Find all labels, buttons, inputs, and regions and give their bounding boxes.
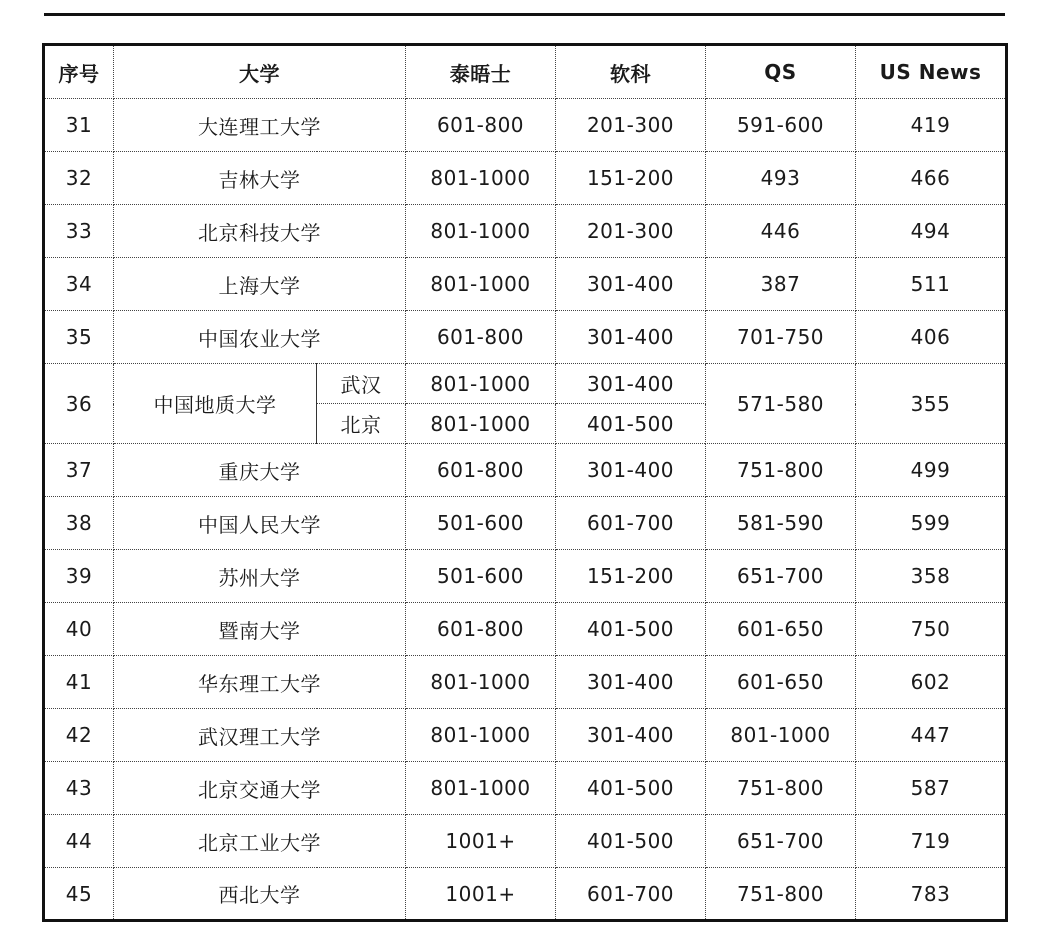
- qs-rank: 581-590: [706, 497, 856, 550]
- table-row: [44, 99, 1007, 152]
- qs-rank: 387: [706, 258, 856, 311]
- qs-rank: 601-650: [706, 603, 856, 656]
- usnews-rank: 406: [856, 311, 1007, 364]
- times-rank: 501-600: [406, 497, 556, 550]
- row-index: 38: [44, 497, 114, 550]
- times-rank: 801-1000: [406, 709, 556, 762]
- ranking-table: [42, 43, 1008, 922]
- university-name: 西北大学: [114, 868, 406, 921]
- university-name: 中国地质大学: [114, 364, 317, 444]
- usnews-rank: 358: [856, 550, 1007, 603]
- header-university: 大学: [114, 45, 406, 99]
- university-name: 苏州大学: [114, 550, 406, 603]
- usnews-rank: 587: [856, 762, 1007, 815]
- times-rank: 601-800: [406, 99, 556, 152]
- top-rule: [44, 13, 1005, 16]
- times-rank: 801-1000: [406, 762, 556, 815]
- times-rank: 1001+: [406, 815, 556, 868]
- table-row: [44, 311, 1007, 364]
- qs-rank: 601-650: [706, 656, 856, 709]
- row-index: 31: [44, 99, 114, 152]
- row-index: 45: [44, 868, 114, 921]
- qs-rank: 701-750: [706, 311, 856, 364]
- usnews-rank: 499: [856, 444, 1007, 497]
- university-name: 上海大学: [114, 258, 406, 311]
- times-rank: 801-1000: [406, 364, 556, 404]
- row-index: 33: [44, 205, 114, 258]
- row-index: 37: [44, 444, 114, 497]
- row-index: 39: [44, 550, 114, 603]
- university-name: 吉林大学: [114, 152, 406, 205]
- table-row: [44, 762, 1007, 815]
- table-row: [44, 603, 1007, 656]
- table-row: [44, 152, 1007, 205]
- university-name: 中国人民大学: [114, 497, 406, 550]
- table-row: [44, 868, 1007, 921]
- shanghai-rank: 301-400: [556, 656, 706, 709]
- shanghai-rank: 401-500: [556, 762, 706, 815]
- times-rank: 801-1000: [406, 258, 556, 311]
- row-index: 35: [44, 311, 114, 364]
- shanghai-rank: 201-300: [556, 205, 706, 258]
- usnews-rank: 783: [856, 868, 1007, 921]
- row-index: 42: [44, 709, 114, 762]
- qs-rank: 591-600: [706, 99, 856, 152]
- shanghai-rank: 401-500: [556, 603, 706, 656]
- header-index: 序号: [44, 45, 114, 99]
- times-rank: 801-1000: [406, 205, 556, 258]
- times-rank: 801-1000: [406, 404, 556, 444]
- usnews-rank: 494: [856, 205, 1007, 258]
- header-usnews: US News: [856, 45, 1007, 99]
- table-body: [44, 99, 1007, 921]
- university-name: 北京交通大学: [114, 762, 406, 815]
- shanghai-rank: 301-400: [556, 311, 706, 364]
- times-rank: 601-800: [406, 603, 556, 656]
- table-row: [44, 815, 1007, 868]
- times-rank: 601-800: [406, 311, 556, 364]
- qs-rank: 751-800: [706, 444, 856, 497]
- usnews-rank: 511: [856, 258, 1007, 311]
- usnews-rank: 355: [856, 364, 1007, 444]
- shanghai-rank: 301-400: [556, 258, 706, 311]
- university-name: 暨南大学: [114, 603, 406, 656]
- qs-rank: 493: [706, 152, 856, 205]
- usnews-rank: 466: [856, 152, 1007, 205]
- times-rank: 501-600: [406, 550, 556, 603]
- shanghai-rank: 601-700: [556, 497, 706, 550]
- campus-name: 武汉: [317, 364, 406, 404]
- shanghai-rank: 301-400: [556, 709, 706, 762]
- header-row: [44, 45, 1007, 99]
- shanghai-rank: 301-400: [556, 364, 706, 404]
- usnews-rank: 599: [856, 497, 1007, 550]
- row-index: 44: [44, 815, 114, 868]
- table-row: [44, 550, 1007, 603]
- qs-rank: 801-1000: [706, 709, 856, 762]
- table-row: [44, 497, 1007, 550]
- usnews-rank: 750: [856, 603, 1007, 656]
- shanghai-rank: 201-300: [556, 99, 706, 152]
- usnews-rank: 602: [856, 656, 1007, 709]
- times-rank: 1001+: [406, 868, 556, 921]
- row-index: 36: [44, 364, 114, 444]
- qs-rank: 571-580: [706, 364, 856, 444]
- usnews-rank: 419: [856, 99, 1007, 152]
- university-name: 中国农业大学: [114, 311, 406, 364]
- qs-rank: 446: [706, 205, 856, 258]
- header-qs: QS: [706, 45, 856, 99]
- university-name: 武汉理工大学: [114, 709, 406, 762]
- table-row: [44, 709, 1007, 762]
- usnews-rank: 719: [856, 815, 1007, 868]
- university-name: 北京工业大学: [114, 815, 406, 868]
- university-name: 重庆大学: [114, 444, 406, 497]
- table-row: [44, 444, 1007, 497]
- row-index: 32: [44, 152, 114, 205]
- shanghai-rank: 401-500: [556, 404, 706, 444]
- times-rank: 801-1000: [406, 656, 556, 709]
- header-shanghai: 软科: [556, 45, 706, 99]
- header-times: 泰晤士: [406, 45, 556, 99]
- row-index: 34: [44, 258, 114, 311]
- campus-name: 北京: [317, 404, 406, 444]
- university-name: 华东理工大学: [114, 656, 406, 709]
- table-row: [44, 364, 1007, 404]
- times-rank: 601-800: [406, 444, 556, 497]
- qs-rank: 751-800: [706, 868, 856, 921]
- qs-rank: 651-700: [706, 550, 856, 603]
- table-row: [44, 656, 1007, 709]
- university-name: 大连理工大学: [114, 99, 406, 152]
- qs-rank: 651-700: [706, 815, 856, 868]
- times-rank: 801-1000: [406, 152, 556, 205]
- row-index: 41: [44, 656, 114, 709]
- shanghai-rank: 301-400: [556, 444, 706, 497]
- university-name: 北京科技大学: [114, 205, 406, 258]
- table-row: [44, 205, 1007, 258]
- row-index: 40: [44, 603, 114, 656]
- row-index: 43: [44, 762, 114, 815]
- shanghai-rank: 151-200: [556, 152, 706, 205]
- table-row: [44, 258, 1007, 311]
- qs-rank: 751-800: [706, 762, 856, 815]
- shanghai-rank: 401-500: [556, 815, 706, 868]
- usnews-rank: 447: [856, 709, 1007, 762]
- shanghai-rank: 601-700: [556, 868, 706, 921]
- shanghai-rank: 151-200: [556, 550, 706, 603]
